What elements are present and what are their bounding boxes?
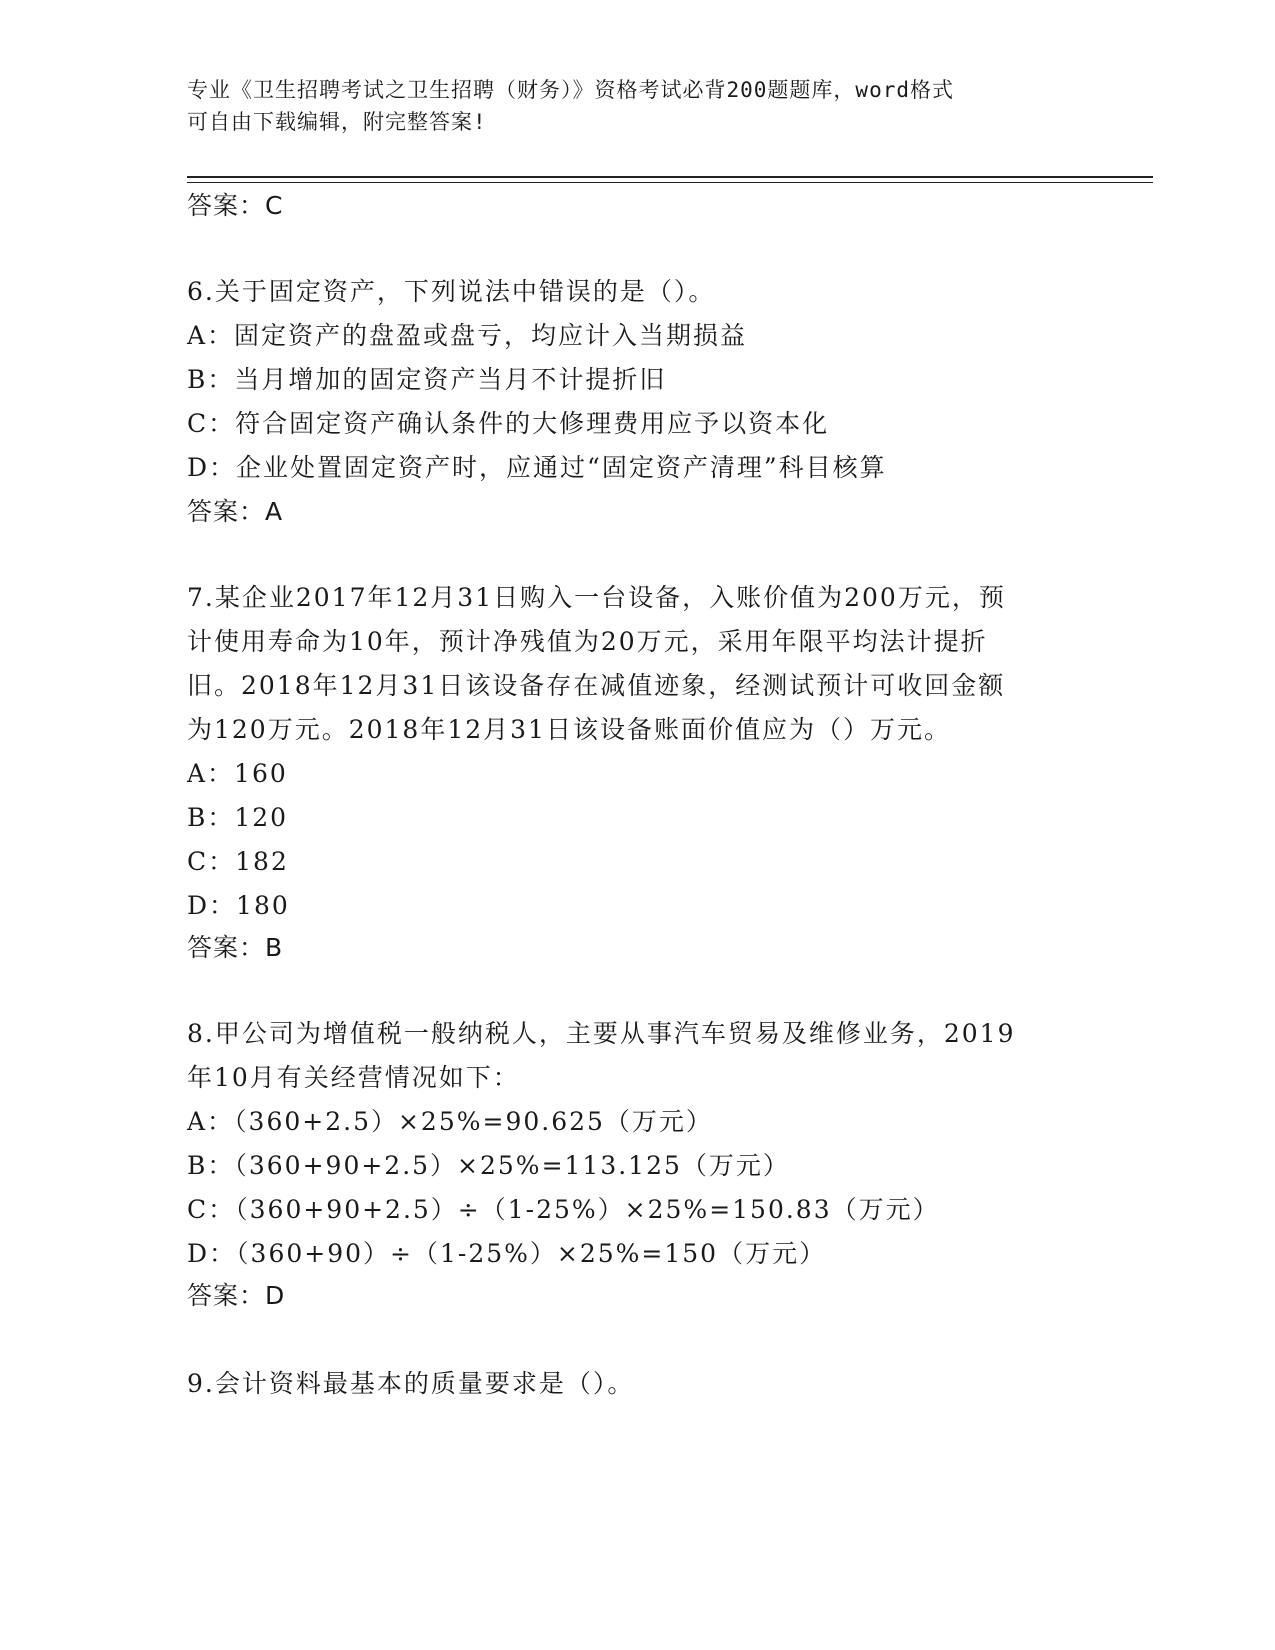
q7-stem-line-4: 为120万元。2018年12月31日该设备账面价值应为（）万元。	[187, 715, 951, 744]
q7-stem-line-2: 计使用寿命为10年，预计净残值为20万元，采用年限平均法计提折	[187, 627, 988, 656]
q8-option-d: D：（360+90）÷（1-25%）×25%=150（万元）	[187, 1239, 827, 1268]
q7-option-b: B：120	[187, 803, 289, 832]
header-line-1: 专业《卫生招聘考试之卫生招聘（财务）》资格考试必背200题题库，word格式	[187, 78, 954, 102]
q7-option-d: D：180	[187, 891, 290, 920]
q7-stem-line-1: 7.某企业2017年12月31日购入一台设备，入账价值为200万元，预	[187, 583, 1006, 612]
answer-previous: 答案：C	[187, 191, 284, 220]
q7-option-a: A：160	[187, 759, 288, 788]
q6-option-b: B：当月增加的固定资产当月不计提折旧	[187, 365, 667, 394]
header-divider-thin	[187, 182, 1153, 183]
q8-answer: 答案：D	[187, 1281, 286, 1310]
q7-answer: 答案：B	[187, 933, 284, 962]
q6-option-c: C：符合固定资产确认条件的大修理费用应予以资本化	[187, 409, 830, 438]
q8-stem-line-2: 年10月有关经营情况如下：	[187, 1063, 520, 1092]
document-header	[187, 74, 1067, 138]
q7-stem-line-3: 旧。2018年12月31日该设备存在减值迹象，经测试预计可收回金额	[187, 671, 1006, 700]
q8-option-a: A：（360+2.5）×25%=90.625（万元）	[187, 1107, 713, 1136]
q9-stem: 9.会计资料最基本的质量要求是（）。	[187, 1369, 635, 1398]
q6-option-a: A：固定资产的盘盈或盘亏，均应计入当期损益	[187, 321, 748, 350]
q6-answer: 答案：A	[187, 497, 284, 526]
q7-option-c: C：182	[187, 847, 289, 876]
q6-option-d: D：企业处置固定资产时，应通过“固定资产清理”科目核算	[187, 453, 887, 482]
q8-option-c: C：（360+90+2.5）÷（1-25%）×25%=150.83（万元）	[187, 1195, 940, 1224]
q6-stem: 6.关于固定资产，下列说法中错误的是（）。	[187, 277, 716, 306]
q8-stem-line-1: 8.甲公司为增值税一般纳税人，主要从事汽车贸易及维修业务，2019	[187, 1019, 1016, 1048]
header-divider-thick	[187, 176, 1153, 178]
header-line-2: 可自由下载编辑，附完整答案!	[187, 110, 487, 134]
q8-option-b: B：（360+90+2.5）×25%=113.125（万元）	[187, 1151, 790, 1180]
